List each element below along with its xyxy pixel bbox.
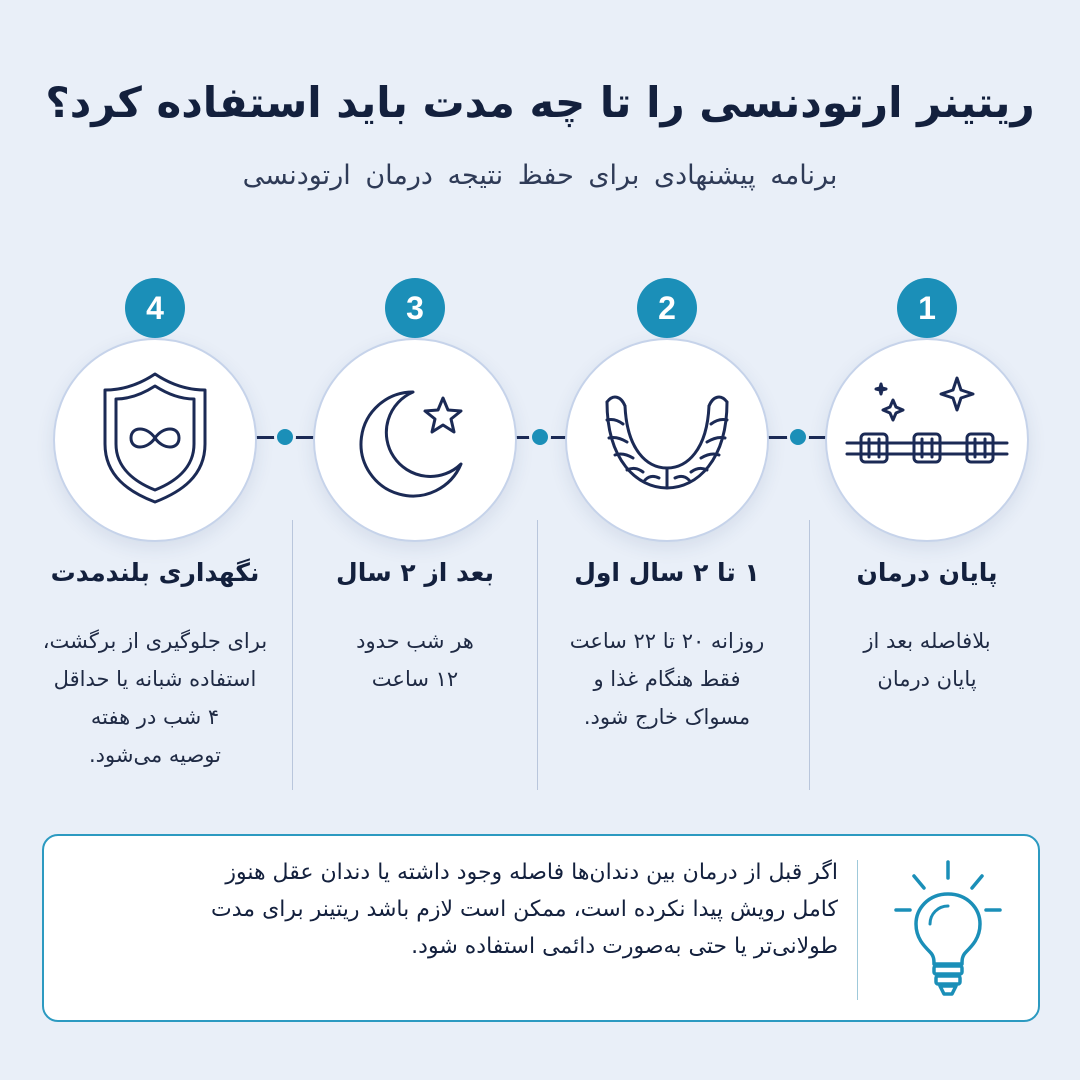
note-text-line: کامل رویش پیدا نکرده است، ممکن است لازم باشد ریتینر برای مدت	[211, 897, 838, 922]
step-description-line: ۴ شب در هفته	[90, 705, 220, 729]
step-icon-circle	[565, 338, 769, 542]
step-title: بعد از ۲ سال	[336, 558, 494, 587]
page-subtitle: برنامه پیشنهادی برای حفظ نتیجه درمان ارتودنسی	[242, 160, 838, 191]
step-description-line: پایان درمان	[877, 667, 977, 691]
step-title: ۱ تا ۲ سال اول	[574, 558, 760, 587]
step-icon-circle	[313, 338, 517, 542]
lightbulb-icon	[888, 854, 1008, 1004]
column-divider	[292, 520, 293, 790]
clear-aligner-icon	[567, 340, 767, 540]
step-icon-circle	[53, 338, 257, 542]
step-description-line: روزانه ۲۰ تا ۲۲ ساعت	[569, 629, 765, 653]
step-description	[300, 622, 530, 698]
step-description-line: هر شب حدود	[356, 629, 474, 653]
step-description-line: مسواک خارج شود.	[583, 705, 751, 729]
step-number-badge: 1	[897, 278, 957, 338]
braces-sparkle-icon	[827, 340, 1027, 540]
step-4	[30, 0, 280, 800]
step-description-line: برای جلوگیری از برگشت،	[42, 629, 268, 653]
step-1	[802, 0, 1052, 800]
step-description	[812, 622, 1042, 698]
column-divider	[537, 520, 538, 790]
step-description	[40, 622, 270, 774]
step-title: پایان درمان	[856, 558, 998, 587]
step-description-line: فقط هنگام غذا و	[593, 667, 741, 691]
column-divider	[809, 520, 810, 790]
step-2	[542, 0, 792, 800]
step-description-line: ۱۲ ساعت	[371, 667, 459, 691]
moon-star-icon	[315, 340, 515, 540]
step-number-badge: 2	[637, 278, 697, 338]
step-description	[552, 622, 782, 736]
note-text-line: طولانی‌تر یا حتی به‌صورت دائمی استفاده شود.	[411, 934, 838, 959]
step-description-line: توصیه می‌شود.	[88, 743, 222, 767]
note-text	[78, 854, 838, 965]
note-separator	[857, 860, 858, 1000]
step-3	[290, 0, 540, 800]
step-number-badge: 3	[385, 278, 445, 338]
step-title: نگهداری بلندمدت	[50, 558, 260, 587]
step-icon-circle	[825, 338, 1029, 542]
step-number-badge: 4	[125, 278, 185, 338]
step-description-line: بلافاصله بعد از	[863, 629, 991, 653]
page-title: ریتینر ارتودنسی را تا چه مدت باید استفاده کرد؟	[45, 78, 1035, 127]
note-text-line: اگر قبل از درمان بین دندان‌ها فاصله وجود داشته یا دندان عقل هنوز	[225, 860, 838, 885]
shield-infinity-icon	[55, 340, 255, 540]
info-note	[42, 834, 1040, 1022]
step-description-line: استفاده شبانه یا حداقل	[53, 667, 257, 691]
